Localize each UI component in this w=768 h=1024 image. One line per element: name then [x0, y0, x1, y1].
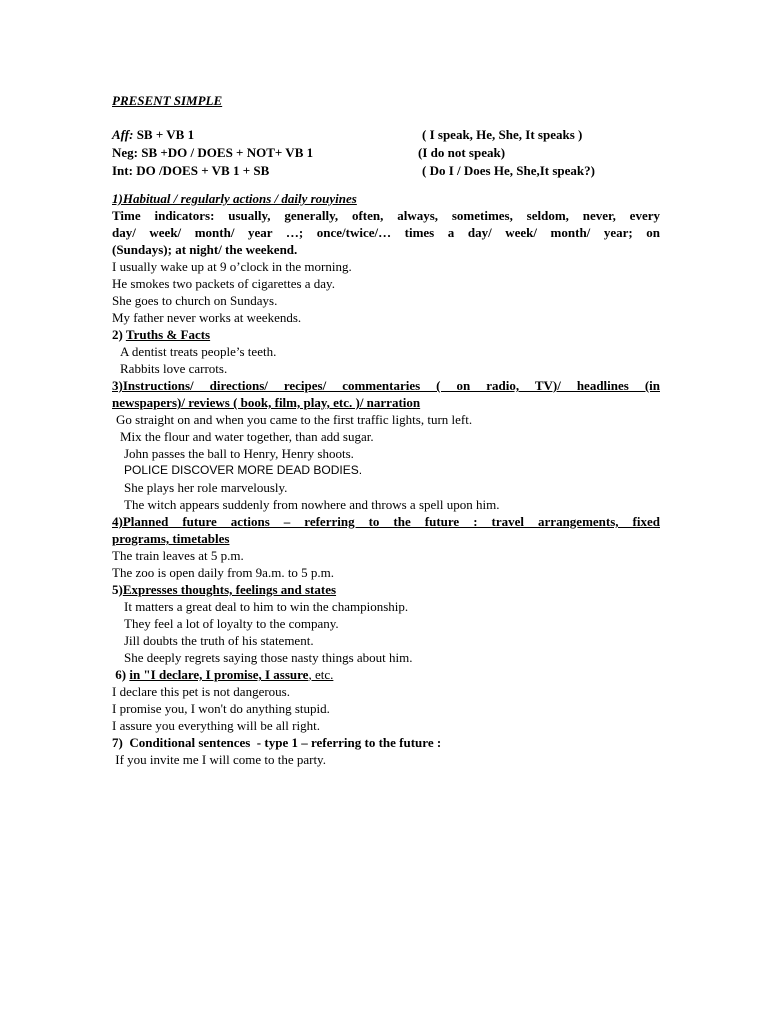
- example-line: I declare this pet is not dangerous.: [112, 684, 290, 699]
- int-example: ( Do I / Does He, She,It speak?): [422, 163, 595, 178]
- aff-formula: SB + VB 1: [133, 127, 195, 142]
- time-indicators-line-2: day/ week/ month/ year …; once/twice/… times a day/ week/ month/ year; on: [112, 225, 660, 240]
- affirmative-form: [112, 126, 660, 144]
- section-1-heading: 1)Habitual / regularly actions / daily rouyines: [112, 191, 357, 206]
- section-2-heading: 2) Truths & Facts: [112, 327, 211, 342]
- int-formula: Int: DO /DOES + VB 1 + SB: [112, 163, 270, 178]
- example-line: My father never works at weekends.: [112, 310, 302, 325]
- section-6-heading: 6) in "I declare, I promise, I assure, etc.: [112, 667, 334, 682]
- document-page: [112, 92, 660, 768]
- neg-example: (I do not speak): [418, 145, 506, 160]
- time-indicators-line-3: (Sundays); at night/ the weekend.: [112, 242, 298, 257]
- example-line: It matters a great deal to him to win the championship.: [124, 599, 409, 614]
- example-line: He smokes two packets of cigarettes a day.: [112, 276, 335, 291]
- example-line: The train leaves at 5 p.m.: [112, 548, 244, 563]
- example-line: Go straight on and when you came to the first traffic lights, turn left.: [116, 412, 473, 427]
- example-line: If you invite me I will come to the party.: [112, 752, 326, 767]
- section-4-heading-line-1: 4)Planned future actions – referring to the future : travel arrangements, fixed: [112, 514, 660, 529]
- section-3-heading-line-1: 3)Instructions/ directions/ recipes/ commentaries ( on radio, TV)/ headlines (in: [112, 378, 660, 393]
- section-4-heading-line-2: programs, timetables: [112, 531, 230, 546]
- example-line: Rabbits love carrots.: [120, 361, 228, 376]
- section-5-heading: 5)Expresses thoughts, feelings and states: [112, 582, 337, 597]
- example-line: A dentist treats people’s teeth.: [120, 344, 277, 359]
- example-line: Jill doubts the truth of his statement.: [124, 633, 314, 648]
- section-7-heading: 7) Conditional sentences - type 1 – referring to the future :: [112, 735, 442, 750]
- example-line-headline: POLICE DISCOVER MORE DEAD BODIES.: [124, 463, 363, 477]
- aff-example: ( I speak, He, She, It speaks ): [422, 127, 583, 142]
- example-line: She plays her role marvelously.: [124, 480, 288, 495]
- example-line: She goes to church on Sundays.: [112, 293, 278, 308]
- example-line: She deeply regrets saying those nasty things about him.: [124, 650, 413, 665]
- example-line: The witch appears suddenly from nowhere and throws a spell upon him.: [124, 497, 500, 512]
- example-line: I promise you, I won't do anything stupid.: [112, 701, 330, 716]
- example-line: I usually wake up at 9 o’clock in the morning.: [112, 259, 352, 274]
- document-title: PRESENT SIMPLE: [112, 93, 223, 108]
- example-line: They feel a lot of loyalty to the company.: [124, 616, 339, 631]
- interrogative-form: [112, 162, 660, 180]
- example-line: The zoo is open daily from 9a.m. to 5 p.m.: [112, 565, 335, 580]
- example-line: John passes the ball to Henry, Henry shoots.: [124, 446, 354, 461]
- neg-formula: Neg: SB +DO / DOES + NOT+ VB 1: [112, 145, 314, 160]
- section-3-heading-line-2: newspapers)/ reviews ( book, film, play, etc. )/ narration: [112, 395, 421, 410]
- aff-label: Aff:: [112, 127, 134, 142]
- example-line: I assure you everything will be all right.: [112, 718, 320, 733]
- time-indicators-line-1: Time indicators: usually, generally, often, always, sometimes, seldom, never, every: [112, 208, 660, 223]
- negative-form: [112, 144, 660, 162]
- example-line: Mix the flour and water together, than add sugar.: [120, 429, 374, 444]
